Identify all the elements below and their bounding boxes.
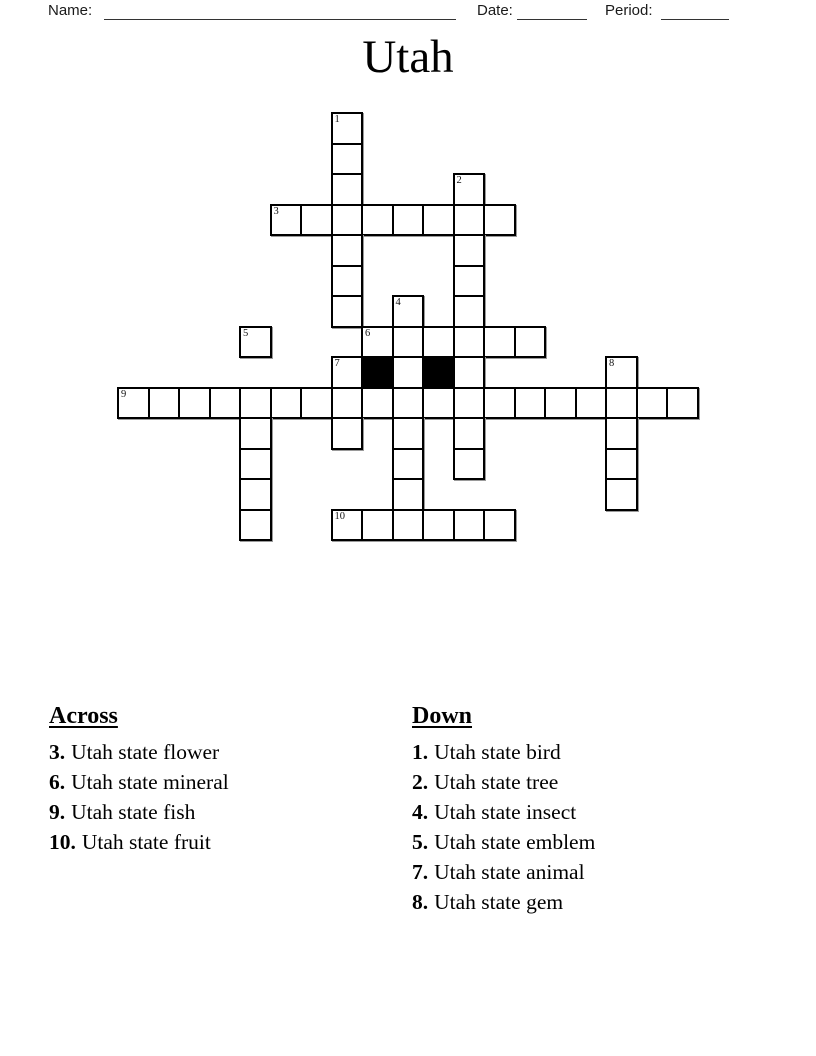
grid-cell[interactable] xyxy=(178,387,211,420)
clue-number: 7. xyxy=(412,860,429,884)
grid-cell[interactable] xyxy=(392,204,425,237)
clue-text: Utah state gem xyxy=(434,890,564,914)
grid-cell[interactable] xyxy=(270,387,303,420)
grid-cell[interactable] xyxy=(636,387,669,420)
grid-cell[interactable] xyxy=(544,387,577,420)
grid-cell[interactable] xyxy=(331,417,364,450)
puzzle-title: Utah xyxy=(362,31,454,83)
cell-number: 7 xyxy=(334,358,340,369)
clue-number: 8. xyxy=(412,890,429,914)
across-heading: Across xyxy=(49,703,118,729)
grid-cell[interactable] xyxy=(605,387,638,420)
clue-item xyxy=(412,797,742,827)
clue-text: Utah state emblem xyxy=(434,830,596,854)
cell-number: 2 xyxy=(456,175,462,186)
grid-cell[interactable] xyxy=(392,509,425,542)
grid-cell[interactable] xyxy=(575,387,608,420)
grid-cell[interactable] xyxy=(331,234,364,267)
grid-cell[interactable] xyxy=(331,356,364,389)
grid-cell[interactable] xyxy=(453,173,486,206)
clue-item xyxy=(412,857,742,887)
clue-item xyxy=(49,737,379,767)
grid-cell[interactable] xyxy=(331,204,364,237)
grid-cell[interactable] xyxy=(331,387,364,420)
period-label: Period: xyxy=(605,2,653,19)
grid-cell[interactable] xyxy=(605,417,638,450)
grid-cell[interactable] xyxy=(605,478,638,511)
grid-cell[interactable] xyxy=(605,356,638,389)
grid-cell[interactable] xyxy=(453,204,486,237)
grid-cell[interactable] xyxy=(300,204,333,237)
grid-cell[interactable] xyxy=(453,326,486,359)
grid-cell[interactable] xyxy=(270,204,303,237)
clue-text: Utah state bird xyxy=(434,740,561,764)
clue-item xyxy=(412,887,742,917)
grid-cell[interactable] xyxy=(392,478,425,511)
grid-cell[interactable] xyxy=(331,295,364,328)
grid-cell[interactable] xyxy=(361,387,394,420)
grid-cell[interactable] xyxy=(453,234,486,267)
grid-cell[interactable] xyxy=(605,448,638,481)
cell-number: 6 xyxy=(365,327,371,339)
grid-cell[interactable] xyxy=(453,265,486,298)
cell-number: 3 xyxy=(273,205,279,217)
black-cell xyxy=(422,356,455,389)
grid-cell[interactable] xyxy=(392,417,425,450)
grid-cell[interactable] xyxy=(331,143,364,176)
grid-cell[interactable] xyxy=(392,387,425,420)
clue-number: 2. xyxy=(412,770,429,794)
clue-number: 9. xyxy=(49,800,66,824)
grid-cell[interactable] xyxy=(392,448,425,481)
cell-number: 5 xyxy=(243,327,249,339)
grid-cell[interactable] xyxy=(239,509,272,542)
grid-cell[interactable] xyxy=(392,295,425,328)
down-clues-section xyxy=(412,703,742,917)
grid-cell[interactable] xyxy=(331,173,364,206)
grid-cell[interactable] xyxy=(239,478,272,511)
clue-item xyxy=(412,767,742,797)
date-blank-line[interactable] xyxy=(517,19,587,20)
grid-cell[interactable] xyxy=(453,509,486,542)
cell-number: 10 xyxy=(334,510,345,522)
grid-cell[interactable] xyxy=(148,387,181,420)
grid-cell[interactable] xyxy=(453,295,486,328)
grid-cell[interactable] xyxy=(117,387,150,420)
grid-cell[interactable] xyxy=(331,265,364,298)
grid-cell[interactable] xyxy=(422,509,455,542)
name-blank-line[interactable] xyxy=(104,19,456,20)
grid-cell[interactable] xyxy=(392,356,425,389)
grid-cell[interactable] xyxy=(483,387,516,420)
clue-item xyxy=(49,827,379,857)
grid-cell[interactable] xyxy=(331,112,364,145)
grid-cell[interactable] xyxy=(300,387,333,420)
grid-cell[interactable] xyxy=(453,387,486,420)
grid-cell[interactable] xyxy=(239,417,272,450)
cell-number: 8 xyxy=(609,358,615,369)
down-heading: Down xyxy=(412,703,473,729)
period-blank-line[interactable] xyxy=(661,19,729,20)
grid-cell[interactable] xyxy=(422,326,455,359)
grid-cell[interactable] xyxy=(514,326,547,359)
cell-number: 4 xyxy=(395,297,401,308)
grid-cell[interactable] xyxy=(483,204,516,237)
clue-number: 10. xyxy=(49,830,76,854)
cell-number: 1 xyxy=(334,114,340,125)
grid-cell[interactable] xyxy=(666,387,699,420)
clue-text: Utah state flower xyxy=(71,740,220,764)
clue-number: 3. xyxy=(49,740,66,764)
across-clues-section xyxy=(49,703,379,857)
grid-cell[interactable] xyxy=(422,387,455,420)
grid-cell[interactable] xyxy=(361,509,394,542)
clue-number: 4. xyxy=(412,800,429,824)
grid-cell[interactable] xyxy=(239,326,272,359)
clue-text: Utah state insect xyxy=(434,800,577,824)
grid-cell[interactable] xyxy=(361,326,394,359)
clue-number: 5. xyxy=(412,830,429,854)
clue-text: Utah state fish xyxy=(71,800,196,824)
black-cell xyxy=(361,356,394,389)
cell-number: 9 xyxy=(121,388,127,400)
grid-cell[interactable] xyxy=(422,204,455,237)
name-label: Name: xyxy=(48,2,93,19)
grid-cell[interactable] xyxy=(239,387,272,420)
date-label: Date: xyxy=(477,2,513,19)
grid-cell[interactable] xyxy=(392,326,425,359)
grid-cell[interactable] xyxy=(361,204,394,237)
clue-number: 6. xyxy=(49,770,66,794)
down-clue-list xyxy=(412,737,742,917)
clue-text: Utah state animal xyxy=(434,860,585,884)
clue-item xyxy=(412,827,742,857)
grid-cell[interactable] xyxy=(453,417,486,450)
clue-text: Utah state tree xyxy=(434,770,559,794)
clue-text: Utah state fruit xyxy=(81,830,211,854)
grid-cell[interactable] xyxy=(483,509,516,542)
grid-cell[interactable] xyxy=(514,387,547,420)
grid-cell[interactable] xyxy=(453,356,486,389)
grid-cell[interactable] xyxy=(453,448,486,481)
grid-cell[interactable] xyxy=(331,509,364,542)
grid-cell[interactable] xyxy=(209,387,242,420)
clue-number: 1. xyxy=(412,740,429,764)
grid-cell[interactable] xyxy=(483,326,516,359)
clue-text: Utah state mineral xyxy=(71,770,229,794)
grid-cell[interactable] xyxy=(239,448,272,481)
clue-item xyxy=(49,797,379,827)
clue-item xyxy=(49,767,379,797)
clue-item xyxy=(412,737,742,767)
across-clue-list xyxy=(49,737,379,857)
